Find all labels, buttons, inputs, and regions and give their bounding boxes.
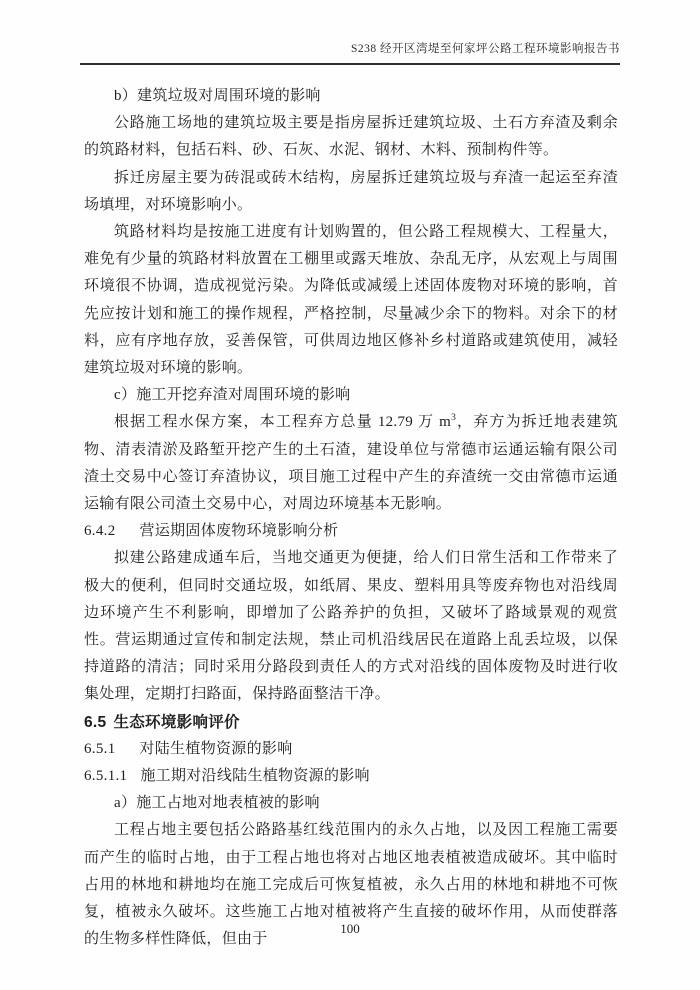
heading-c-excavation-spoil: c）施工开挖弃渣对周围环境的影响	[114, 387, 351, 404]
paragraph-construction-waste-definition: 公路施工场地的建筑垃圾主要是指房屋拆迁建筑垃圾、土石方弃渣及剩余的筑路材料，包括石料、砂、石灰、水泥、钢材、木料、预制构件等。	[84, 115, 618, 159]
page-header	[80, 42, 620, 65]
section-title: 施工期对沿线陆生植物资源的影响	[140, 768, 370, 785]
paragraph-demolition-structures: 拆迁房屋主要为砖混或砖木结构，房屋拆迁建筑垃圾与弃渣一起运至弃渣场填埋，对环境影响小。	[84, 169, 618, 213]
section-title: 对陆生植物资源的影响	[139, 740, 293, 757]
heading-b-construction-waste: b）建筑垃圾对周围环境的影响	[114, 88, 321, 104]
spoil-text-after: ，弃方为拆迁地表建筑物、清表清淤及路堑开挖产生的土石渣，建设单位与常德市运通运输有限公司渣土交易中心签订弃渣协议，项目施工过程中产生的弃渣统一交由常德市运通运输有限公司渣土交易中心，对周边环境基本无影响。	[84, 414, 618, 513]
heading-a-land-occupation-vegetation: a）施工占地对地表植被的影响	[114, 795, 320, 812]
heading-6-5-1-1-construction-period-plants	[84, 763, 618, 790]
heading-6-5-ecological-impact	[84, 709, 618, 736]
section-title: 营运期固体废物环境影响分析	[139, 523, 339, 540]
paragraph-land-occupation-impact: 工程占地主要包括公路路基红线范围内的永久占地，以及因工程施工需要而产生的临时占地，由于工程占地也将对占地区地表植被造成破坏。其中临时占用的林地和耕地均在施工完成后可恢复植被，永久占用的林地和耕地不可恢复，植被永久破坏。这些施工占地对植被将产生直接的破坏作用，从而使群落的生物多样性降低，但由于	[84, 822, 618, 948]
cubic-meter-superscript: 3	[451, 413, 457, 424]
page-footer	[0, 921, 700, 937]
page-number: 100	[340, 921, 360, 936]
paragraph-road-materials-management: 筑路材料均是按施工进度有计划购置的，但公路工程规模大、工程量大，难免有少量的筑路材料放置在工棚里或露天堆放、杂乱无序，从宏观上与周围环境很不协调，造成视觉污染。为降低或减缓上述固体废物对环境的影响，首先应按计划和施工的操作规程，严格控制，尽量减少余下的物料。对余下的材料，应有序地存放，妥善保管，可供周边地区修补乡村道路或建筑使用，减轻建筑垃圾对环境的影响。	[84, 224, 618, 377]
section-number: 6.5	[84, 713, 107, 731]
section-number: 6.4.2	[84, 523, 116, 540]
document-body	[84, 83, 618, 954]
report-title: S238 经开区湾堤至何家坪公路工程环境影响报告书	[350, 43, 620, 55]
heading-6-5-1-terrestrial-plants	[84, 736, 618, 763]
section-title: 生态环境影响评价	[113, 713, 240, 731]
spoil-text-before: 根据工程水保方案，本工程弃方总量 12.79 万 m	[114, 414, 452, 431]
section-number: 6.5.1	[84, 740, 116, 757]
heading-6-4-2-operation-solid-waste	[84, 518, 618, 545]
section-number: 6.5.1.1	[84, 768, 128, 785]
paragraph-spoil-volume	[84, 409, 618, 518]
paragraph-operation-period-litter: 拟建公路建成通车后，当地交通更为便捷，给人们日常生活和工作带来了极大的便利，但同时交通垃圾，如纸屑、果皮、塑料用具等废弃物也对沿线周边环境产生不利影响，即增加了公路养护的负担，又破坏了路域景观的观赏性。营运期通过宣传和制定法规，禁止司机沿线居民在道路上乱丢垃圾，以保持道路的清洁；同时采用分路段到责任人的方式对沿线的固体废物及时进行收集处理，定期打扫路面，保持路面整洁干净。	[84, 550, 618, 703]
